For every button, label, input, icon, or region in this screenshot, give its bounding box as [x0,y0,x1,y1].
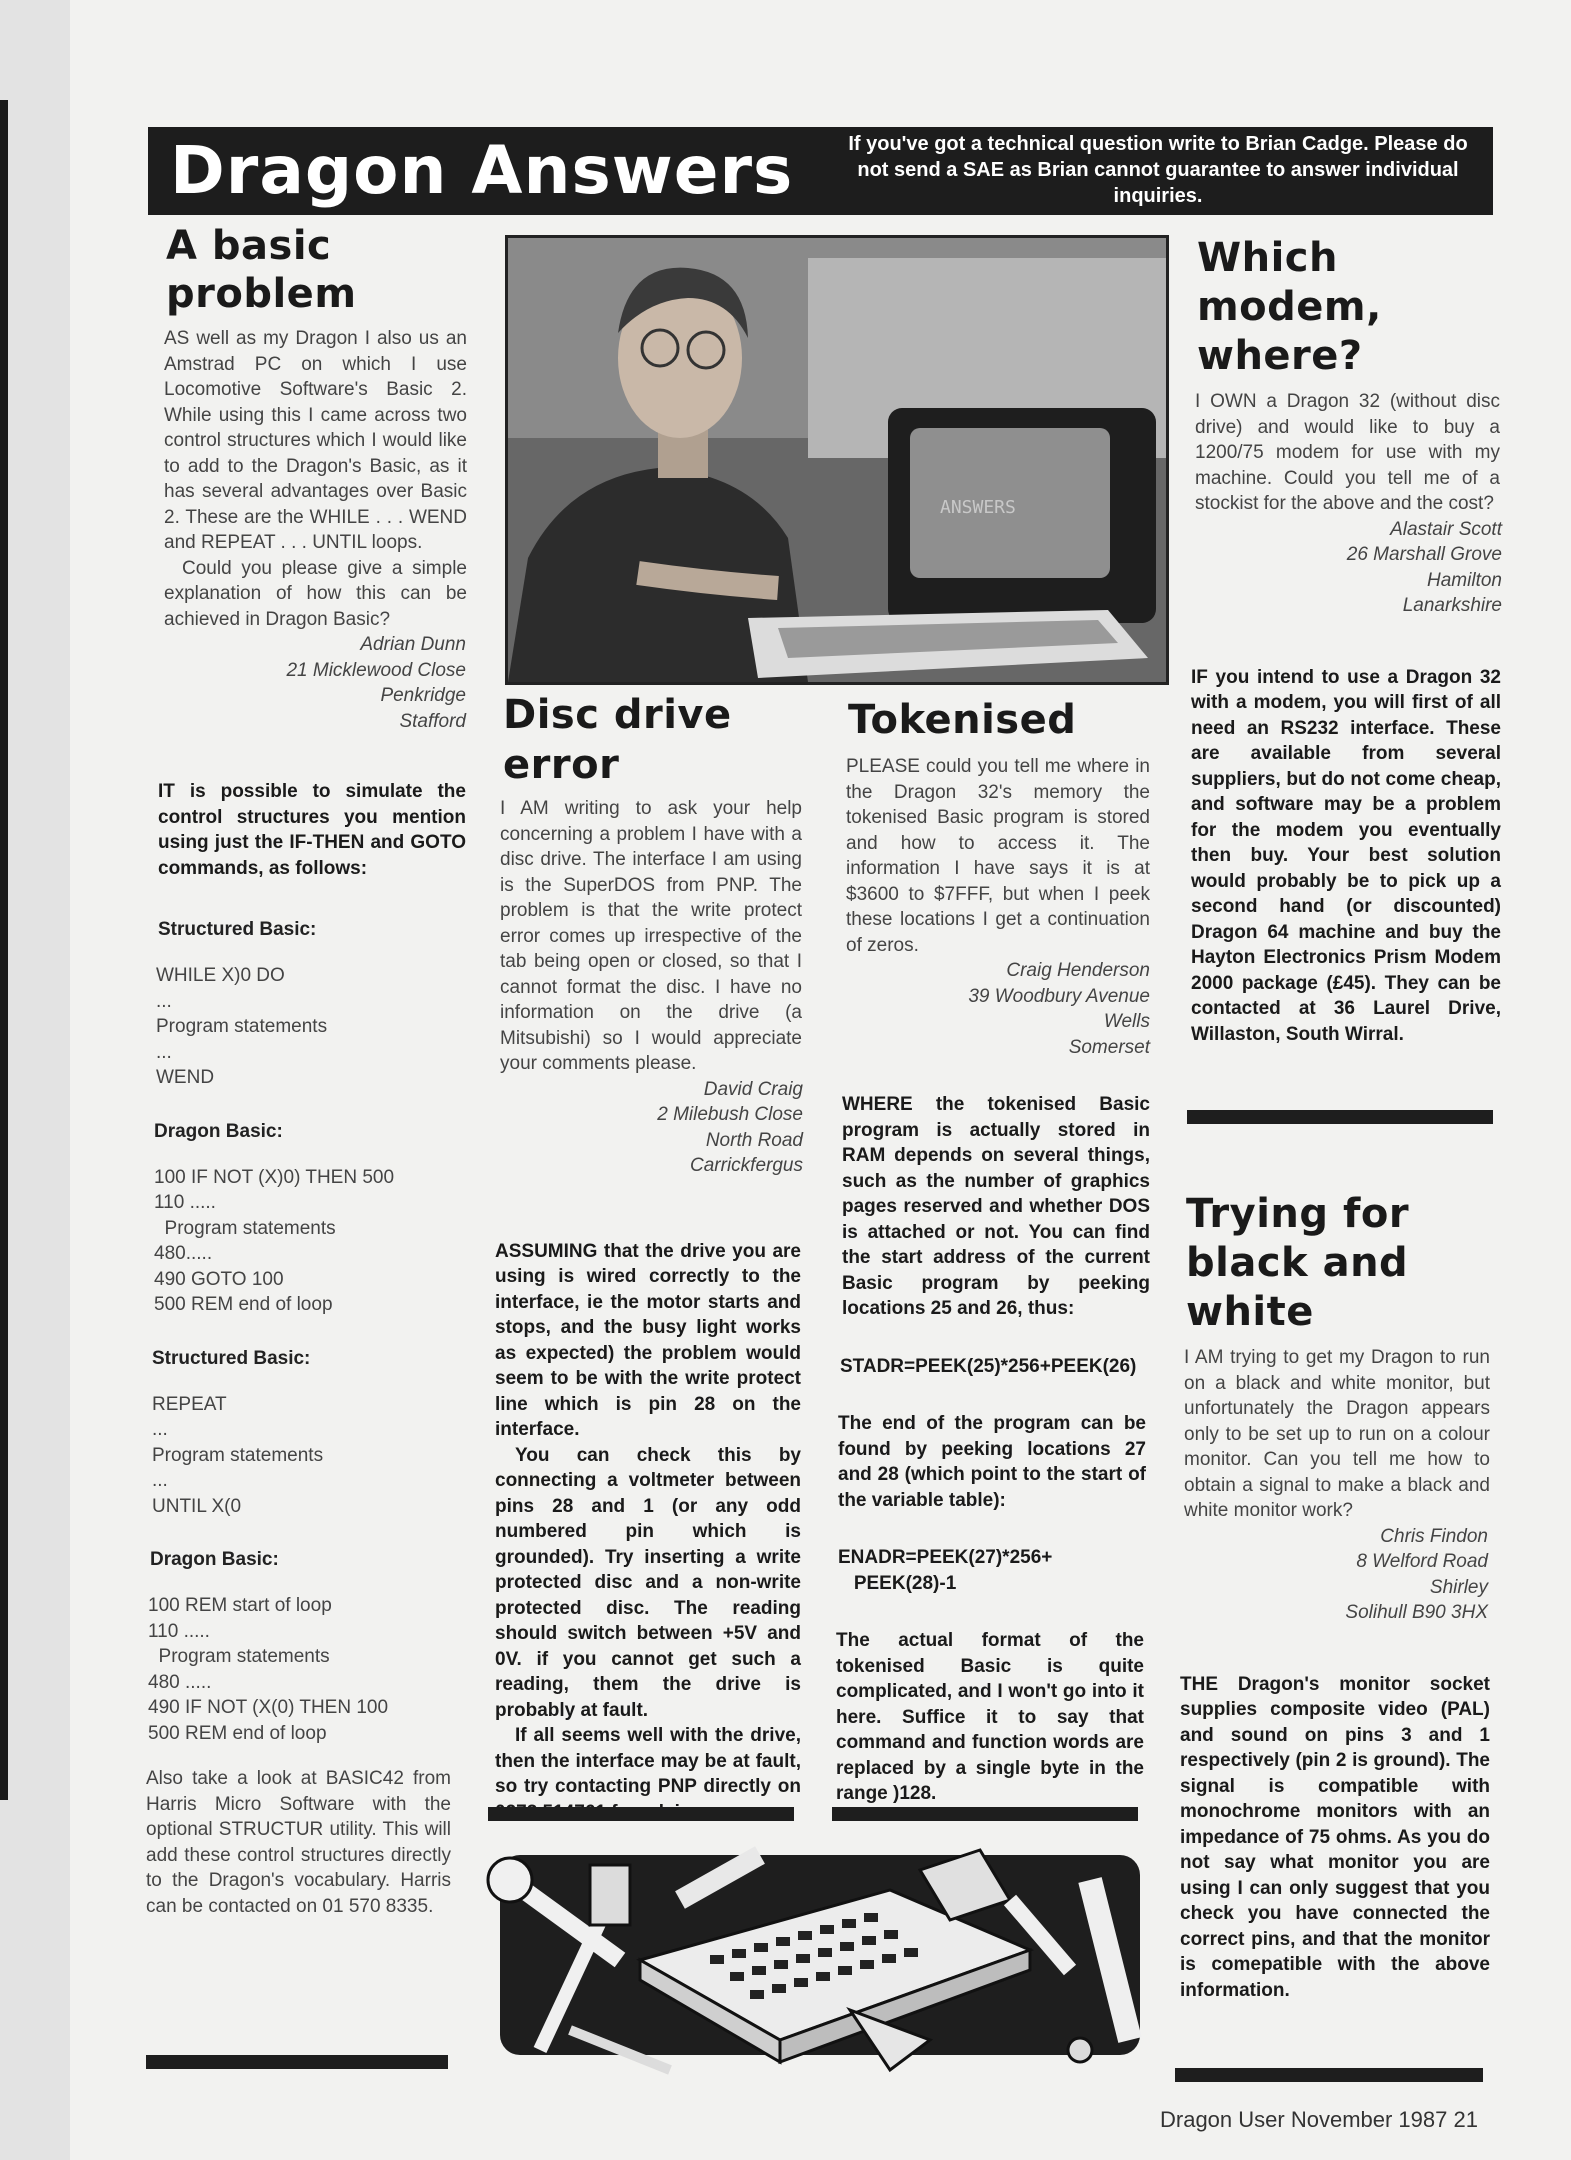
answer-text: IF you intend to use a Dragon 32 with a modem, you will first of all need an RS232 interface. These are available from several suppliers, but do not come cheap, and software may be a problem for the modem you eventually then buy. Your best solution would probably be to pick up a second hand (or discounted) Dragon 64 machine and buy the Hayton Electronics Prism Modem 2000 package (£45). They can be contacted at 36 Laurel Drive, Willaston, South Wirral. [1191,666,1501,1045]
title-line: Disc drive [503,692,732,738]
letter-signature [838,958,1150,1060]
page-footer: Dragon User November 1987 21 [1160,2107,1478,2132]
reader-letter: PLEASE could you tell me where in the Dragon 32's memory the tokenised Basic program is stored and how to access it. The information I have says it is at $3600 to $7FFF, but when I peek these locations I get a continuation of zeros. [846,756,1150,956]
code-block: WHILE X)0 DO ... Program statements ... WEND [156,965,328,1088]
answer-paragraph: WHERE the tokenised Basic program is actually stored in RAM depends on several things, such as the number of graphics pages reserved and whether DOS is attached or not. You can find the start address of the current Basic program by peeking locations 25 and 26, thus: [842,1094,1150,1319]
answer-paragraph: If all seems well with the drive, then the interface may be at fault, so try contacting PNP directly on [495,1725,801,1797]
title-line: modem, [1197,284,1382,330]
column-rule [1175,2068,1483,2082]
subheading: Dragon Basic: [154,1120,283,1142]
sig-line: North Road [705,1129,803,1151]
letter-signature [1185,517,1502,619]
sig-line: Wells [1103,1011,1150,1032]
letter-signature [150,632,466,734]
header-banner [148,127,1493,215]
sig-line: Lanarkshire [1402,595,1502,616]
title-line: Which [1197,235,1338,281]
reader-letter [164,326,467,632]
sig-line: Alastair Scott [1390,518,1502,540]
sig-line: Hamilton [1427,569,1502,591]
tools-drawing [470,1840,1160,2080]
screen-text: ANSWERS [940,497,1016,518]
column-rule [488,1807,794,1821]
answer-text [495,1239,801,1826]
title-line: black and [1186,1240,1409,1286]
gutter-bar [0,100,8,1800]
answer-paragraph: The actual format of the tokenised Basic is quite complicated, and I won't go into it here. Suffice it to say that command and function words are replaced by a single byte in the range )128. [836,1630,1144,1804]
title-line: problem [166,271,357,317]
title-line: A basic [166,223,332,269]
sig-line: Chris Findon [1380,1525,1488,1547]
reader-letter: I AM trying to get my Dragon to run on a black and white monitor, but unfortunately the Dragon appears only to be set up to run on a colour monitor. Can you tell me how to obtain a signal to make a black and white monitor work? [1184,1347,1490,1521]
article-title [1186,1190,1496,1337]
reader-letter: I OWN a Dragon 32 (without disc drive) and would like to buy a 1200/75 modem for use with my machine. Could you tell me of a stockist for the above and the cost? [1195,391,1500,514]
sig-line: Carrickfergus [690,1155,803,1176]
answer-paragraph: ASSUMING that the drive you are using is wired correctly to the interface, ie the motor starts and stops, and the busy light works as expected) the problem would seem to be with the write protect line which is pin 28 on the interface. [495,1240,801,1440]
sig-line: Stafford [399,710,466,732]
sig-line: Craig Henderson [1006,960,1150,981]
answer-intro: IT is possible to simulate the control structures you mention using just the IF-THEN and GOTO commands, as follows: [158,781,466,879]
code-block: REPEAT ... Program statements ... UNTIL X(0 [152,1393,324,1517]
sig-line: 2 Milebush Close [657,1104,803,1125]
code-line: ENADR=PEEK(27)*256+ PEEK(28)-1 [838,1547,1053,1594]
article-title [166,222,468,318]
photo-illustration [508,238,1166,682]
code-block: 100 IF NOT (X)0) THEN 500 110 ..... Program statements 480..... 490 GOTO 100 500 REM end of loop [154,1166,395,1315]
sig-line: Somerset [1068,1036,1150,1058]
answer-text: THE Dragon's monitor socket supplies composite video (PAL) and sound on pins 3 and 1 respectively (pin 2 is ground). The signal is compatible with monochrome monitors with an impedance of 75 ohms. As you do not say what monitor you are using I can only suggest that you check you have connected the correct pins, and that the monitor is comepatible with the above information. [1180,1673,1490,2001]
article-title: Tokenised [848,697,1077,743]
article-title [503,690,807,790]
title-line: error [503,742,620,788]
article-basic-problem [146,222,468,1919]
article-tokenised [838,690,1152,1807]
sig-line: 8 Welford Road [1356,1551,1488,1572]
subheading: Structured Basic: [158,919,317,940]
letter-paragraph: AS well as my Dragon I also us an Amstrad PC on which I use Locomotive Software's Basic 2. While using this I came across two control structures which I would like to add to the Dragon's Basic, as it has several advantages over Basic 2. These are the WHILE . . . WEND and REPEAT . . . UNTIL loops. [164,328,467,553]
masthead-title: Dragon Answers [170,132,794,209]
article-which-modem [1185,234,1503,1047]
sig-line: Adrian Dunn [360,634,466,655]
sig-line: 21 Micklewood Close [286,659,466,681]
column-rule [146,2055,448,2069]
letter-signature [1178,1524,1488,1626]
tools-illustration [470,1840,1160,2080]
letter-signature [495,1077,803,1179]
sig-line: Solihull B90 3HX [1345,1602,1488,1623]
title-line: white [1186,1289,1314,1335]
photo-man-with-computer [505,235,1169,685]
article-black-and-white [1178,1190,1496,2003]
sig-line: 26 Marshall Grove [1346,544,1502,565]
subheading: Structured Basic: [152,1347,311,1369]
answer-paragraph: The end of the program can be found by peeking locations 27 and 28 (which point to the start of the variable table): [838,1413,1146,1511]
code-line: STADR=PEEK(25)*256+PEEK(26) [840,1355,1137,1377]
sig-line: Shirley [1429,1576,1488,1598]
column-rule [832,1807,1138,1821]
article-disc-drive-error [495,690,807,1825]
letter-paragraph: Could you please give a simple explanation of how this can be achieved in Dragon Basic? [164,557,467,630]
answer-paragraph: You can check this by connecting a voltmeter between pins 28 and 1 (or any odd numbered pin which is grounded). Try inserting a write protected disc and a non-write protected disc. The reading should switch between +5V and 0V. if you cannot get such a reading, them the drive is probably at fault. [495,1444,801,1721]
closing-paragraph: Also take a look at BASIC42 from Harris Micro Software with the optional STRUCTUR utility. This will add these control structures directly to the Dragon's vocabulary. Harris can be contacted on 01 570 8335. [146,1768,451,1917]
column-rule [1187,1110,1493,1124]
header-note: If you've got a technical question write to Brian Cadge. Please do not send a SAE as Brian cannot guarantee to answer individual inquiries. [848,133,1468,207]
article-title [1197,234,1503,381]
page-gutter [0,0,70,2160]
sig-line: Penkridge [380,685,466,706]
sig-line: 39 Woodbury Avenue [968,985,1150,1007]
sig-line: David Craig [703,1078,803,1100]
reader-letter: I AM writing to ask your help concerning a problem I have with a disc drive. The interface I am using is the SuperDOS from PNP. The problem is that the write protect error comes up irrespective of the tab being open or closed, so that I cannot format the disc. I have no information on the drive (a Mitsubishi) so I would appreciate your comments please. [500,798,802,1074]
subheading: Dragon Basic: [150,1549,279,1570]
code-block: 100 REM start of loop 110 ..... Program statements 480 ..... 490 IF NOT (X(0) THEN 100 500 REM end of loop [148,1595,389,1744]
title-line: where? [1197,333,1363,379]
title-line: Trying for [1186,1191,1410,1237]
